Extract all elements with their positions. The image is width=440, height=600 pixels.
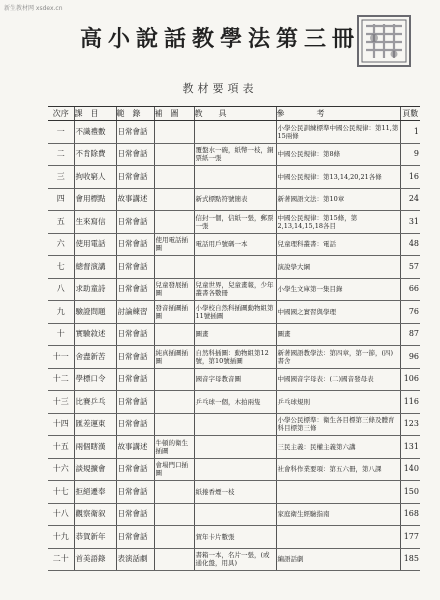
row-seq: 三 (48, 166, 74, 189)
row-reference: 家庭衛生經驗指南 (276, 503, 400, 526)
row-support (154, 413, 194, 436)
row-reference: 中國公民規律：第8條 (276, 143, 400, 166)
row-content (194, 256, 276, 279)
row-seq: 十三 (48, 391, 74, 414)
row-reference: 小學生文庫第一集目錄 (276, 278, 400, 301)
table-row (48, 188, 420, 211)
table-row (48, 121, 420, 144)
row-page: 106 (400, 368, 420, 391)
row-seq: 十 (48, 323, 74, 346)
row-seq: 九 (48, 301, 74, 324)
row-seq: 四 (48, 188, 74, 211)
row-topic: 拒絕遷奉 (74, 481, 116, 504)
row-seq: 二 (48, 143, 74, 166)
row-support (154, 121, 194, 144)
row-content (194, 458, 276, 481)
row-reference (276, 526, 400, 549)
row-content (194, 503, 276, 526)
row-content (194, 121, 276, 144)
row-content (194, 413, 276, 436)
row-support (154, 256, 194, 279)
row-support (154, 211, 194, 234)
row-seq: 二十 (48, 548, 74, 571)
row-topic: 驗證問題 (74, 301, 116, 324)
row-support: 發音插圖插圖 (154, 301, 194, 324)
table-row (48, 548, 420, 571)
row-content (194, 436, 276, 459)
column-header-content: 教 具 (194, 107, 276, 121)
row-page: 123 (400, 413, 420, 436)
materials-table (48, 106, 420, 571)
row-page: 76 (400, 301, 420, 324)
column-header-topic: 課 目 (74, 107, 116, 121)
row-page: 31 (400, 211, 420, 234)
row-page: 66 (400, 278, 420, 301)
table-row (48, 413, 420, 436)
row-seq: 八 (48, 278, 74, 301)
row-topic: 求助童詩 (74, 278, 116, 301)
row-support (154, 526, 194, 549)
row-reference: 中國公民規律：第15條，第2,13,14,15,18各目 (276, 211, 400, 234)
row-support: 牛頓的衛生插圖 (154, 436, 194, 459)
row-content: 圖畫 (194, 323, 276, 346)
row-seq: 五 (48, 211, 74, 234)
row-category: 討論練習 (116, 301, 154, 324)
table-row (48, 503, 420, 526)
row-category: 故事講述 (116, 436, 154, 459)
column-header-category: 範 錄 (116, 107, 154, 121)
row-seq: 十四 (48, 413, 74, 436)
row-reference: 新著國語教學法：第四章，第一節，(四)書舍 (276, 346, 400, 369)
row-page: 150 (400, 481, 420, 504)
row-category: 日常會話 (116, 503, 154, 526)
row-reference: 小學公民訓練標準中國公民規律：第11,第15兩條 (276, 121, 400, 144)
table-row (48, 323, 420, 346)
row-topic: 拘收窮人 (74, 166, 116, 189)
table-row (48, 368, 420, 391)
row-content: 覆盤水一碗，紙幣一枝，銅票紙一張 (194, 143, 276, 166)
row-topic: 兩個瞎漢 (74, 436, 116, 459)
row-content: 自然科插圖：動物組第12號，第10號插圖 (194, 346, 276, 369)
row-topic: 首美語錄 (74, 548, 116, 571)
row-category: 日常會話 (116, 323, 154, 346)
row-topic: 總督演講 (74, 256, 116, 279)
row-category: 表演話劇 (116, 548, 154, 571)
row-page: 1 (400, 121, 420, 144)
row-category: 日常會話 (116, 121, 154, 144)
row-content: 書箱一本，名片一張，(或通化盤，用具) (194, 548, 276, 571)
row-page: 48 (400, 233, 420, 256)
row-reference: 小學公民標準：衛生各目標第三條及體育科目標第三條 (276, 413, 400, 436)
row-seq: 十二 (48, 368, 74, 391)
row-category: 日常會話 (116, 143, 154, 166)
table-row (48, 436, 420, 459)
row-content: 賀年卡片數張 (194, 526, 276, 549)
table-caption: 教材要項表 (182, 82, 258, 95)
row-content: 新式標點符號簡表 (194, 188, 276, 211)
table-row (48, 143, 420, 166)
row-category: 日常會話 (116, 233, 154, 256)
row-topic: 比賽乒乓 (74, 391, 116, 414)
row-category: 日常會話 (116, 346, 154, 369)
watermark: 新生教材网 xsdex.cn (4, 5, 63, 12)
row-reference: 新著國語文法：第10章 (276, 188, 400, 211)
table-row (48, 211, 420, 234)
row-category: 日常會話 (116, 526, 154, 549)
row-reference: 中國公民規律：第13,14,20,21各條 (276, 166, 400, 189)
row-seq: 十六 (48, 458, 74, 481)
row-content: 信封一個，信紙一張，郵票一張 (194, 211, 276, 234)
row-topic: 使用電話 (74, 233, 116, 256)
row-support (154, 548, 194, 571)
row-reference: 乒乓球規則 (276, 391, 400, 414)
column-header-seq: 次序 (48, 107, 74, 121)
row-content: 國音字母教音圖 (194, 368, 276, 391)
row-topic: 實驗敘述 (74, 323, 116, 346)
row-reference: 中國國之實習與學理 (276, 301, 400, 324)
page-title: 高小說話教學法第三冊 (79, 26, 360, 52)
row-seq: 十八 (48, 503, 74, 526)
row-category: 故事講述 (116, 188, 154, 211)
row-topic: 恭賀新年 (74, 526, 116, 549)
row-reference (276, 481, 400, 504)
table-body (48, 121, 420, 571)
row-support (154, 368, 194, 391)
table-row (48, 166, 420, 189)
row-content: 小學校自然科插圖動物組第11號插圖 (194, 301, 276, 324)
row-topic: 會用標點 (74, 188, 116, 211)
row-support (154, 166, 194, 189)
row-support (154, 143, 194, 166)
row-category: 日常會話 (116, 391, 154, 414)
row-content (194, 166, 276, 189)
row-page: 177 (400, 526, 420, 549)
row-seq: 六 (48, 233, 74, 256)
row-topic: 學標口令 (74, 368, 116, 391)
row-support (154, 503, 194, 526)
row-support (154, 481, 194, 504)
row-page: 116 (400, 391, 420, 414)
row-topic: 談規擴會 (74, 458, 116, 481)
table-row (48, 481, 420, 504)
row-category: 日常會話 (116, 413, 154, 436)
column-header-support: 補 圖 (154, 107, 194, 121)
column-header-page: 頁數 (400, 107, 420, 121)
row-seq: 十一 (48, 346, 74, 369)
row-reference: 編語話劇 (276, 548, 400, 571)
table-row (48, 233, 420, 256)
row-reference: 社會科作業要項：第五六冊，第八課 (276, 458, 400, 481)
row-reference: 演說學大綱 (276, 256, 400, 279)
table-row (48, 278, 420, 301)
table-row (48, 346, 420, 369)
row-topic: 不肯除費 (74, 143, 116, 166)
row-content: 紙捲香煙一枝 (194, 481, 276, 504)
row-seq: 七 (48, 256, 74, 279)
table-header-row (48, 107, 420, 121)
row-topic: 觀察衛叙 (74, 503, 116, 526)
row-topic: 不識禮數 (74, 121, 116, 144)
row-reference: 三民主義：民權主義第六講 (276, 436, 400, 459)
row-reference: 中國國音字母表：(二)國音發母表 (276, 368, 400, 391)
table-row (48, 526, 420, 549)
table-row (48, 391, 420, 414)
row-page: 185 (400, 548, 420, 571)
row-reference: 圖畫 (276, 323, 400, 346)
row-reference: 兒童理科叢書：電話 (276, 233, 400, 256)
row-page: 9 (400, 143, 420, 166)
row-support: 純真插圖插圖 (154, 346, 194, 369)
row-category: 日常會話 (116, 481, 154, 504)
row-category: 日常會話 (116, 211, 154, 234)
row-page: 140 (400, 458, 420, 481)
table-row (48, 458, 420, 481)
column-header-reference: 參 考 (276, 107, 400, 121)
row-support: 兒童發展插圖 (154, 278, 194, 301)
row-page: 131 (400, 436, 420, 459)
row-topic: 生來寫信 (74, 211, 116, 234)
row-page: 168 (400, 503, 420, 526)
row-content: 電話用戶號碼一本 (194, 233, 276, 256)
row-category: 日常會話 (116, 256, 154, 279)
row-category: 日常會話 (116, 368, 154, 391)
row-support: 會場門口插圖 (154, 458, 194, 481)
row-page: 24 (400, 188, 420, 211)
row-topic: 匯差運東 (74, 413, 116, 436)
table-row (48, 301, 420, 324)
row-seq: 十五 (48, 436, 74, 459)
row-seq: 十七 (48, 481, 74, 504)
row-page: 57 (400, 256, 420, 279)
row-category: 日常會話 (116, 278, 154, 301)
row-seq: 一 (48, 121, 74, 144)
row-topic: 舍盡新苦 (74, 346, 116, 369)
table-row (48, 256, 420, 279)
row-page: 16 (400, 166, 420, 189)
row-category: 日常會話 (116, 166, 154, 189)
row-seq: 十九 (48, 526, 74, 549)
row-support: 使用電話插圖 (154, 233, 194, 256)
row-content: 乒乓球一個，木拍兩隻 (194, 391, 276, 414)
row-support (154, 188, 194, 211)
row-support (154, 391, 194, 414)
row-page: 96 (400, 346, 420, 369)
row-content: 兒童世界，兒童畫報，少年叢書各數冊 (194, 278, 276, 301)
library-seal-icon (354, 10, 414, 70)
row-category: 日常會話 (116, 458, 154, 481)
row-page: 87 (400, 323, 420, 346)
row-support (154, 323, 194, 346)
